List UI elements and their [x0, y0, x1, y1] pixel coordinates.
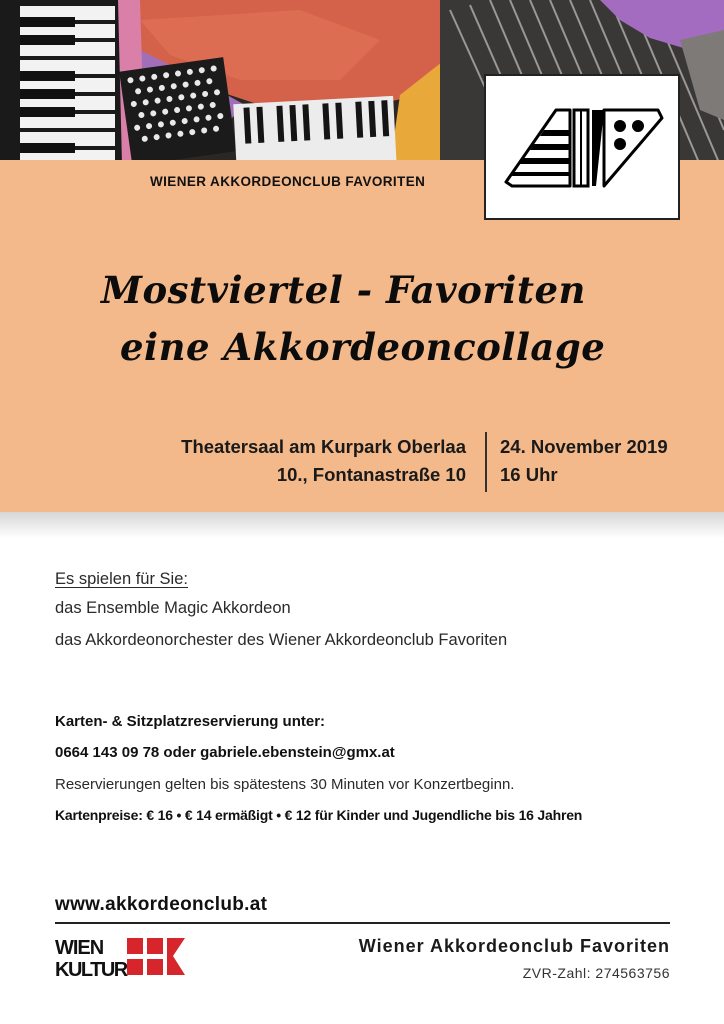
- venue-name: Theatersaal am Kurpark Oberlaa: [181, 436, 466, 457]
- performers-heading: Es spielen für Sie:: [55, 570, 188, 588]
- footer-club-name: Wiener Akkordeonclub Favoriten: [358, 936, 670, 956]
- performer-item: das Akkordeonorchester des Wiener Akkordeonclub Favoriten: [55, 631, 508, 649]
- wien-kultur-logo: [55, 935, 187, 984]
- website-link[interactable]: www.akkordeonclub.at: [55, 894, 268, 915]
- event-date: 24. November 2019: [500, 436, 668, 457]
- venue-address: 10., Fontanastraße 10: [276, 464, 466, 485]
- zvr-number: ZVR-Zahl: 274563756: [522, 965, 670, 981]
- event-title-line-2: eine Akkordeoncollage: [120, 325, 606, 369]
- ticket-prices: Kartenpreise: € 16 • € 14 ermäßigt • € 12 für Kinder und Jugendliche bis 16 Jahren: [55, 807, 583, 823]
- performer-item: das Ensemble Magic Akkordeon: [55, 599, 291, 617]
- footer-divider: [55, 922, 670, 924]
- club-name-strip: WIENER AKKORDEONCLUB FAVORITEN: [150, 174, 426, 189]
- akkordeon-logo-icon: [504, 104, 664, 190]
- venue-date-divider: [485, 432, 487, 492]
- wien-logo-text: WIEN: [55, 937, 104, 959]
- kultur-logo-text: KULTUR: [55, 959, 127, 979]
- club-logo: [484, 74, 680, 220]
- band-shadow: [0, 512, 724, 538]
- reservation-note: Reservierungen gelten bis spätestens 30 Minuten vor Konzertbeginn.: [55, 776, 515, 793]
- reservation-heading: Karten- & Sitzplatzreservierung unter:: [55, 713, 326, 730]
- event-title-line-1: Mostviertel - Favoriten: [101, 268, 586, 312]
- event-time: 16 Uhr: [500, 464, 558, 485]
- reservation-contact[interactable]: 0664 143 09 78 oder gabriele.ebenstein@gmx.at: [55, 744, 395, 761]
